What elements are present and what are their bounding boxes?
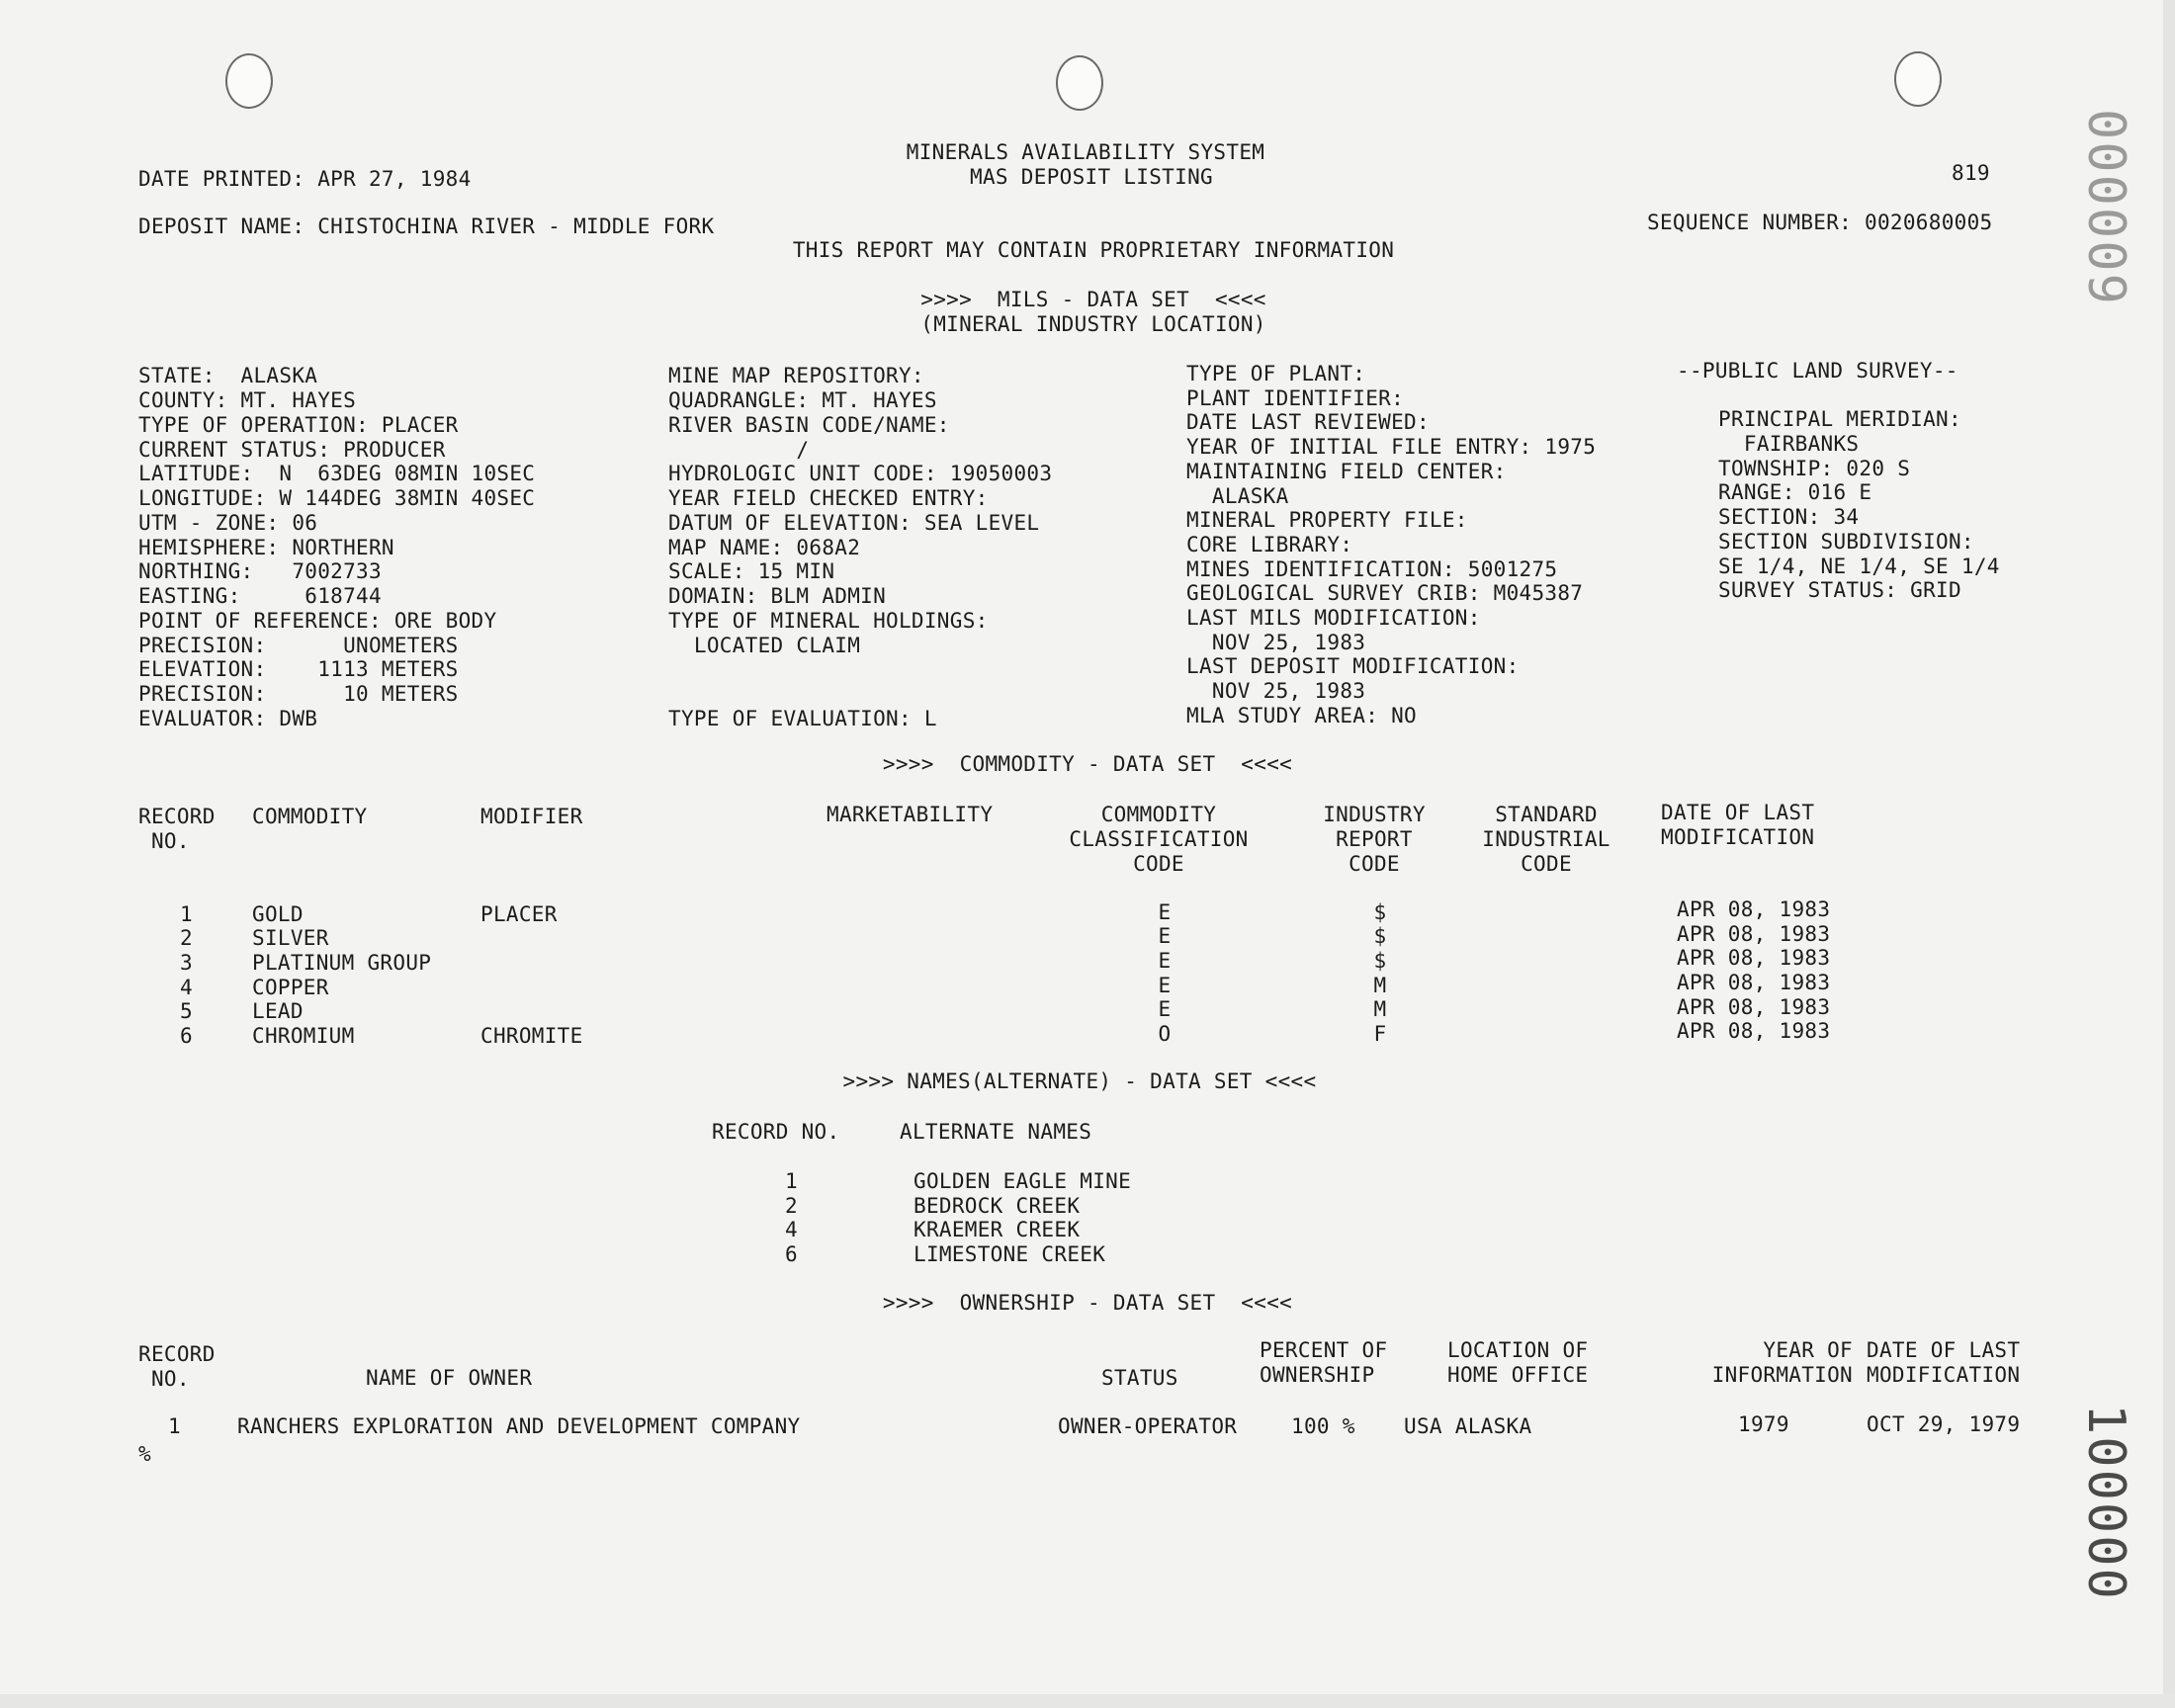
mils-field: LOCATED CLAIM (668, 634, 861, 657)
owner-percent: 100 % (1291, 1414, 1355, 1438)
owner-year: 1979 (1738, 1412, 1789, 1436)
land-survey-field: SE 1/4, NE 1/4, SE 1/4 (1718, 555, 2000, 578)
commodity-record-no: 2 (180, 926, 193, 950)
mils-field: QUADRANGLE: MT. HAYES (668, 388, 937, 412)
names-record-no: 4 (785, 1218, 798, 1241)
commodity-date: APR 08, 1983 (1677, 897, 1831, 921)
mils-field: SCALE: 15 MIN (668, 559, 835, 583)
mils-field: LATITUDE: N 63DEG 08MIN 10SEC (138, 462, 536, 485)
punch-hole (1894, 51, 1942, 107)
owner-date: OCT 29, 1979 (1867, 1412, 2021, 1436)
mils-field: TYPE OF EVALUATION: L (668, 707, 937, 730)
ownership-header-percent: PERCENT OF OWNERSHIP (1260, 1338, 1388, 1387)
commodity-date: APR 08, 1983 (1677, 922, 1831, 946)
owner-status: OWNER-OPERATOR (1058, 1414, 1238, 1438)
mils-field: MINE MAP REPOSITORY: (668, 364, 924, 387)
mils-field: CORE LIBRARY: (1186, 533, 1353, 556)
mils-field: CURRENT STATUS: PRODUCER (138, 438, 446, 462)
page-stamp-top: 000009 (2076, 109, 2135, 306)
mils-field: POINT OF REFERENCE: ORE BODY (138, 609, 497, 633)
commodity-report-code: $ (1373, 924, 1387, 948)
mils-field: LAST MILS MODIFICATION: (1186, 606, 1481, 630)
date-printed: DATE PRINTED: APR 27, 1984 (138, 167, 472, 191)
ownership-header-location: LOCATION OF HOME OFFICE (1447, 1338, 1589, 1387)
owner-location: USA ALASKA (1404, 1414, 1532, 1438)
commodity-header-record: RECORD NO. (138, 805, 216, 853)
commodity-name: CHROMIUM (252, 1024, 355, 1048)
commodity-name: SILVER (252, 926, 329, 950)
mils-field: TYPE OF MINERAL HOLDINGS: (668, 609, 989, 633)
deposit-name: DEPOSIT NAME: CHISTOCHINA RIVER - MIDDLE FORK (138, 214, 715, 238)
mils-field: PLANT IDENTIFIER: (1186, 386, 1405, 410)
mils-field: EVALUATOR: DWB (138, 707, 318, 730)
ownership-header-record: RECORD NO. (138, 1342, 216, 1391)
mils-field: PRECISION: UNOMETERS (138, 634, 459, 657)
land-survey-field: SECTION: 34 (1718, 505, 1860, 529)
ownership-header-name: NAME OF OWNER (366, 1366, 533, 1390)
commodity-class-code: E (1158, 997, 1172, 1021)
commodity-name: LEAD (252, 999, 304, 1023)
mils-field: MINES IDENTIFICATION: 5001275 (1186, 557, 1558, 581)
commodity-header-report-code: INDUSTRY REPORT CODE (1323, 803, 1426, 876)
names-record-no: 6 (785, 1242, 798, 1266)
names-record-no: 2 (785, 1194, 798, 1218)
commodity-date: APR 08, 1983 (1677, 1019, 1831, 1043)
mils-field: MAP NAME: 068A2 (668, 536, 861, 559)
mils-field: YEAR FIELD CHECKED ENTRY: (668, 486, 989, 510)
names-alternate-name: GOLDEN EAGLE MINE (914, 1169, 1132, 1193)
commodity-record-no: 6 (180, 1024, 193, 1048)
proprietary-notice: THIS REPORT MAY CONTAIN PROPRIETARY INFORMATION (792, 238, 1395, 262)
land-survey-field: SURVEY STATUS: GRID (1718, 578, 1961, 602)
footer-mark: % (138, 1442, 151, 1466)
commodity-header-sic: STANDARD INDUSTRIAL CODE (1482, 803, 1610, 876)
commodity-header-commodity: COMMODITY (252, 805, 368, 828)
page-stamp-bottom: 100000 (2076, 1404, 2135, 1601)
commodity-header-date: DATE OF LAST MODIFICATION (1661, 801, 1815, 849)
page-number: 819 (1952, 161, 1990, 185)
mils-field: DATUM OF ELEVATION: SEA LEVEL (668, 511, 1040, 535)
mils-field: STATE: ALASKA (138, 364, 318, 387)
land-survey-title: --PUBLIC LAND SURVEY-- (1677, 359, 1958, 383)
commodity-header-marketability: MARKETABILITY (826, 803, 994, 826)
mils-title: >>>> MILS - DATA SET <<<< (920, 288, 1266, 311)
commodity-name: COPPER (252, 976, 329, 999)
punch-hole (225, 53, 273, 109)
mils-field: MLA STUDY AREA: NO (1186, 704, 1417, 727)
commodity-record-no: 4 (180, 976, 193, 999)
names-alternate-name: BEDROCK CREEK (914, 1194, 1081, 1218)
names-alternate-name: KRAEMER CREEK (914, 1218, 1081, 1241)
ownership-header-date: DATE OF LAST MODIFICATION (1867, 1338, 2021, 1387)
mils-field: PRECISION: 10 METERS (138, 682, 459, 706)
names-record-no: 1 (785, 1169, 798, 1193)
commodity-class-code: E (1158, 900, 1172, 924)
names-header-names: ALTERNATE NAMES (900, 1120, 1092, 1144)
commodity-modifier: PLACER (480, 902, 558, 926)
mils-field: MAINTAINING FIELD CENTER: (1186, 460, 1507, 483)
mils-field: EASTING: 618744 (138, 584, 382, 608)
commodity-header-class-code: COMMODITY CLASSIFICATION CODE (1069, 803, 1249, 876)
sequence-number: SEQUENCE NUMBER: 0020680005 (1647, 211, 1993, 234)
mils-field: GEOLOGICAL SURVEY CRIB: M045387 (1186, 581, 1584, 605)
ownership-record-no: 1 (168, 1414, 181, 1438)
commodity-name: GOLD (252, 902, 304, 926)
mils-field: UTM - ZONE: 06 (138, 511, 318, 535)
commodity-record-no: 3 (180, 951, 193, 975)
commodity-report-code: $ (1373, 900, 1387, 924)
land-survey-field: PRINCIPAL MERIDIAN: (1718, 407, 1961, 431)
names-alternate-name: LIMESTONE CREEK (914, 1242, 1106, 1266)
names-title: >>>> NAMES(ALTERNATE) - DATA SET <<<< (842, 1069, 1317, 1093)
commodity-modifier: CHROMITE (480, 1024, 583, 1048)
mils-field: NORTHING: 7002733 (138, 559, 382, 583)
ownership-header-status: STATUS (1101, 1366, 1178, 1390)
mils-field: LONGITUDE: W 144DEG 38MIN 40SEC (138, 486, 536, 510)
mils-field: COUNTY: MT. HAYES (138, 388, 357, 412)
land-survey-field: SECTION SUBDIVISION: (1718, 530, 1974, 554)
mils-field: NOV 25, 1983 (1186, 679, 1366, 703)
ownership-title: >>>> OWNERSHIP - DATA SET <<<< (882, 1291, 1293, 1315)
commodity-date: APR 08, 1983 (1677, 946, 1831, 970)
ownership-header-year: YEAR OF INFORMATION (1711, 1338, 1853, 1387)
land-survey-field: TOWNSHIP: 020 S (1718, 457, 1911, 480)
mils-field: TYPE OF OPERATION: PLACER (138, 413, 459, 437)
system-title: MINERALS AVAILABILITY SYSTEM (906, 140, 1265, 164)
mils-field: NOV 25, 1983 (1186, 631, 1366, 654)
mils-field: TYPE OF PLANT: (1186, 362, 1366, 385)
commodity-class-code: E (1158, 949, 1172, 973)
commodity-record-no: 5 (180, 999, 193, 1023)
commodity-record-no: 1 (180, 902, 193, 926)
owner-name: RANCHERS EXPLORATION AND DEVELOPMENT COMPANY (237, 1414, 801, 1438)
mils-field: DOMAIN: BLM ADMIN (668, 584, 887, 608)
mils-field: DATE LAST REVIEWED: (1186, 410, 1430, 434)
mils-field: LAST DEPOSIT MODIFICATION: (1186, 654, 1520, 678)
commodity-report-code: F (1373, 1022, 1387, 1046)
mils-field: HEMISPHERE: NORTHERN (138, 536, 394, 559)
mils-field: RIVER BASIN CODE/NAME: (668, 413, 950, 437)
land-survey-field: FAIRBANKS (1718, 432, 1860, 456)
mils-field: ELEVATION: 1113 METERS (138, 657, 459, 681)
commodity-report-code: $ (1373, 949, 1387, 973)
page-bottom-edge (0, 1694, 2175, 1708)
names-header-record: RECORD NO. (712, 1120, 840, 1144)
land-survey-field: RANGE: 016 E (1718, 480, 1872, 504)
commodity-date: APR 08, 1983 (1677, 995, 1831, 1019)
commodity-class-code: E (1158, 974, 1172, 997)
commodity-report-code: M (1373, 974, 1387, 997)
mils-field: / (668, 438, 810, 462)
mils-field: ALASKA (1186, 484, 1289, 508)
commodity-title: >>>> COMMODITY - DATA SET <<<< (882, 752, 1293, 776)
listing-title: MAS DEPOSIT LISTING (970, 165, 1213, 189)
punch-hole (1056, 55, 1103, 111)
page-edge (2163, 0, 2175, 1708)
commodity-class-code: O (1158, 1022, 1172, 1046)
commodity-report-code: M (1373, 997, 1387, 1021)
mils-field: MINERAL PROPERTY FILE: (1186, 508, 1468, 532)
commodity-header-modifier: MODIFIER (480, 805, 583, 828)
mils-field: HYDROLOGIC UNIT CODE: 19050003 (668, 462, 1053, 485)
commodity-date: APR 08, 1983 (1677, 971, 1831, 994)
commodity-name: PLATINUM GROUP (252, 951, 432, 975)
commodity-class-code: E (1158, 924, 1172, 948)
mils-subtitle: (MINERAL INDUSTRY LOCATION) (920, 312, 1266, 336)
mils-field: YEAR OF INITIAL FILE ENTRY: 1975 (1186, 435, 1597, 459)
